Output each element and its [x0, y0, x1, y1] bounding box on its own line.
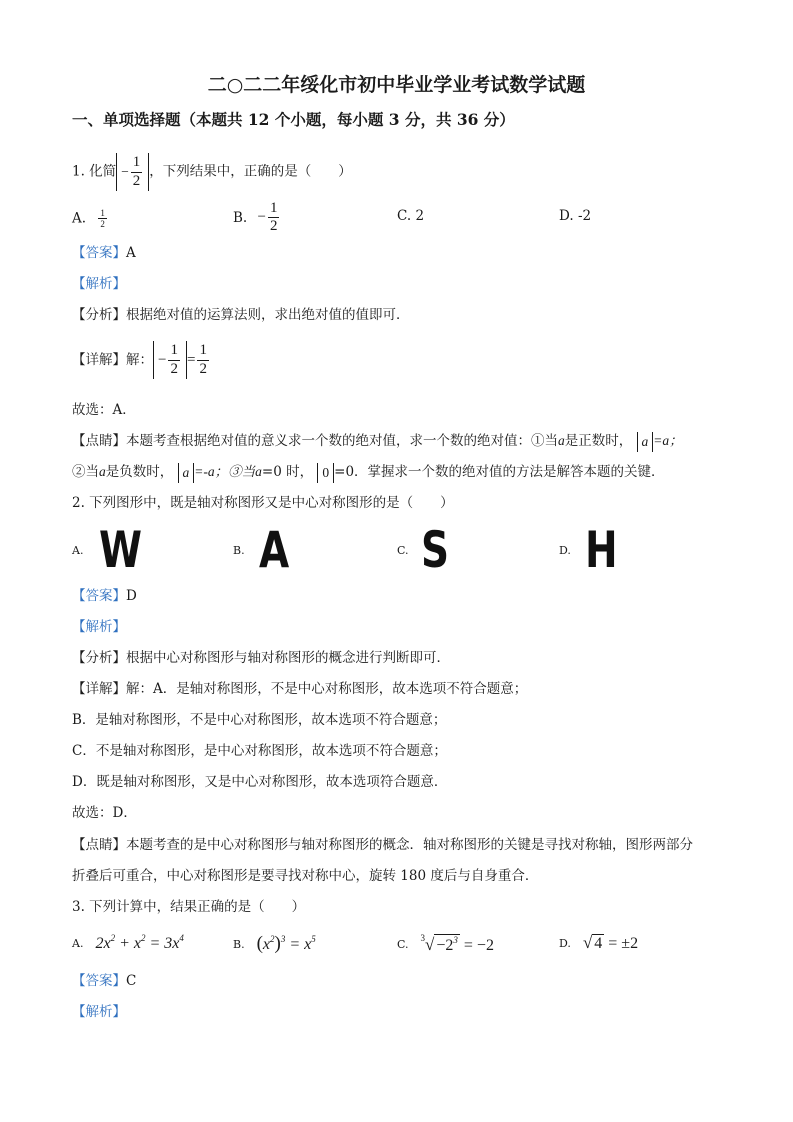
xiangjie-eq: = — [186, 352, 196, 368]
option-den: 2 — [100, 219, 105, 230]
xiangjie-sign: − — [158, 352, 167, 368]
q1-option-d[interactable] — [559, 208, 591, 224]
xiangjie-rden: 2 — [199, 360, 207, 377]
option-label: C. — [397, 937, 409, 951]
q3-option-a[interactable] — [72, 933, 184, 953]
q3-option-d[interactable] — [559, 933, 638, 953]
q1-option-c[interactable] — [397, 208, 424, 224]
q3-answer — [72, 971, 136, 991]
dianjing-text: =0 时， — [261, 464, 314, 480]
page-title: 二○二二年绥化市初中毕业学业考试数学试题 — [207, 74, 586, 96]
q1-guxuan: 故选：A． — [72, 402, 136, 418]
q1-answer — [72, 243, 136, 263]
q1-abs-expression — [116, 153, 149, 191]
option-label: A. — [72, 936, 84, 950]
option-formula: $(x^2)^3 = x^5$ — [256, 933, 316, 954]
q2-detail-c: C．不是轴对称图形，是中心对称图形，故本选项不符合题意； — [72, 743, 447, 759]
q2-dianjing-line2: 折叠后可重合，中心对称图形是要寻找对称中心，旋转 180 度后与自身重合． — [72, 868, 539, 884]
option-label: D. — [559, 543, 571, 557]
q1-den: 2 — [132, 172, 141, 189]
dianjing-text: =a； — [653, 433, 683, 448]
dianjing-text: 【点睛】本题考查根据绝对值的意义求一个数的绝对值，求一个数的绝对值：①当 — [72, 433, 558, 449]
answer-value: C — [126, 973, 137, 989]
option-num: 1 — [100, 208, 105, 218]
option-num: 1 — [268, 200, 280, 218]
answer-value: D — [126, 588, 137, 604]
xiangjie-abs — [153, 341, 187, 379]
answer-tag: 【答案】 — [72, 588, 126, 604]
q1-dianjing-line1 — [72, 431, 683, 452]
dianjing-text: 是负数时， — [105, 464, 174, 480]
abs-a: a — [178, 463, 195, 483]
q1-sign: − — [121, 164, 129, 179]
answer-tag: 【答案】 — [72, 245, 126, 261]
q2-option-d[interactable] — [559, 521, 627, 579]
option-label: D. — [559, 936, 571, 950]
q3-option-b[interactable] — [233, 933, 316, 955]
q2-answer — [72, 586, 137, 606]
letter-a-figure: A — [258, 521, 289, 579]
letter-s-figure: S — [420, 521, 449, 579]
q3-analysis-tag: 【解析】 — [72, 1004, 126, 1020]
dianjing-text: =0．掌握求一个数的绝对值的方法是解答本题的关键． — [334, 464, 665, 480]
dianjing-text: =-a；③当 — [194, 464, 256, 479]
q1-fenxi: 【分析】根据绝对值的运算法则，求出绝对值的值即可． — [72, 307, 410, 323]
abs-a: a — [637, 432, 654, 452]
q2-option-b[interactable] — [233, 521, 297, 579]
q1-dianjing-line2 — [72, 462, 665, 483]
q1-option-b[interactable] — [233, 200, 281, 236]
var-a: a — [255, 464, 262, 479]
answer-value: A — [126, 245, 136, 261]
q2-fenxi: 【分析】根据中心对称图形与轴对称图形的概念进行判断即可． — [72, 650, 450, 666]
option-den: 2 — [269, 218, 278, 235]
option-formula: $^3√ -2^3 = -2$ — [420, 933, 494, 954]
option-text: -2 — [577, 208, 592, 224]
q1-stem — [72, 153, 352, 191]
q1-suffix: ，下列结果中，正确的是（ ） — [149, 163, 352, 180]
q3-option-c[interactable] — [397, 933, 494, 955]
q1-option-a[interactable] — [72, 208, 109, 230]
option-sign: − — [257, 209, 266, 226]
option-label: C. — [397, 208, 412, 224]
xiangjie-den: 2 — [170, 360, 178, 377]
q2-option-a[interactable] — [72, 521, 155, 579]
q1-analysis-tag: 【解析】 — [72, 276, 126, 292]
q2-detail-d: D．既是轴对称图形，又是中心对称图形，故本选项符合题意． — [72, 774, 448, 790]
option-label: B. — [233, 209, 248, 226]
section-heading: 一、单项选择题（本题共 12 个小题，每小题 3 分，共 36 分） — [72, 110, 515, 129]
option-formula: √ 4 = ±2 — [582, 933, 639, 952]
q1-num: 1 — [131, 154, 143, 172]
q2-guxuan: 故选：D． — [72, 805, 137, 821]
q2-dianjing-line1: 【点睛】本题考查的是中心对称图形与轴对称图形的概念．轴对称图形的关键是寻找对称轴，图形两部分 — [72, 837, 693, 853]
q2-option-c[interactable] — [397, 521, 457, 579]
dianjing-text: 是正数时， — [564, 433, 633, 449]
q2-stem: 2. 下列图形中，既是轴对称图形又是中心对称图形的是（ ） — [72, 495, 454, 511]
q3-stem: 3. 下列计算中，结果正确的是（ ） — [72, 899, 306, 915]
var-a: a — [99, 464, 106, 479]
option-label: D. — [559, 208, 574, 224]
xiangjie-rnum: 1 — [197, 342, 209, 360]
option-label: B. — [233, 937, 245, 951]
var-a: a — [558, 433, 565, 448]
option-label: A. — [72, 210, 87, 227]
xiangjie-prefix: 【详解】解： — [72, 352, 153, 368]
q2-analysis-tag: 【解析】 — [72, 619, 126, 635]
dianjing-text: ②当 — [72, 464, 99, 480]
option-label: A. — [72, 543, 84, 557]
option-label: C. — [397, 543, 409, 557]
option-text: 2 — [415, 208, 425, 224]
letter-w-figure: W — [99, 521, 143, 579]
answer-tag: 【答案】 — [72, 973, 126, 989]
q1-prefix: 1. 化简 — [72, 163, 117, 180]
option-formula: $2x^2 + x^2 = 3x^4$ — [95, 933, 184, 952]
xiangjie-num: 1 — [168, 342, 180, 360]
abs-zero: 0 — [317, 463, 334, 483]
q2-xiangjie: 【详解】解：A．是轴对称图形，不是中心对称图形，故本选项不符合题意； — [72, 681, 528, 697]
option-label: B. — [233, 543, 245, 557]
q1-xiangjie — [72, 341, 211, 379]
q2-detail-b: B．是轴对称图形，不是中心对称图形，故本选项不符合题意； — [72, 712, 447, 728]
letter-h-figure: H — [584, 521, 618, 579]
